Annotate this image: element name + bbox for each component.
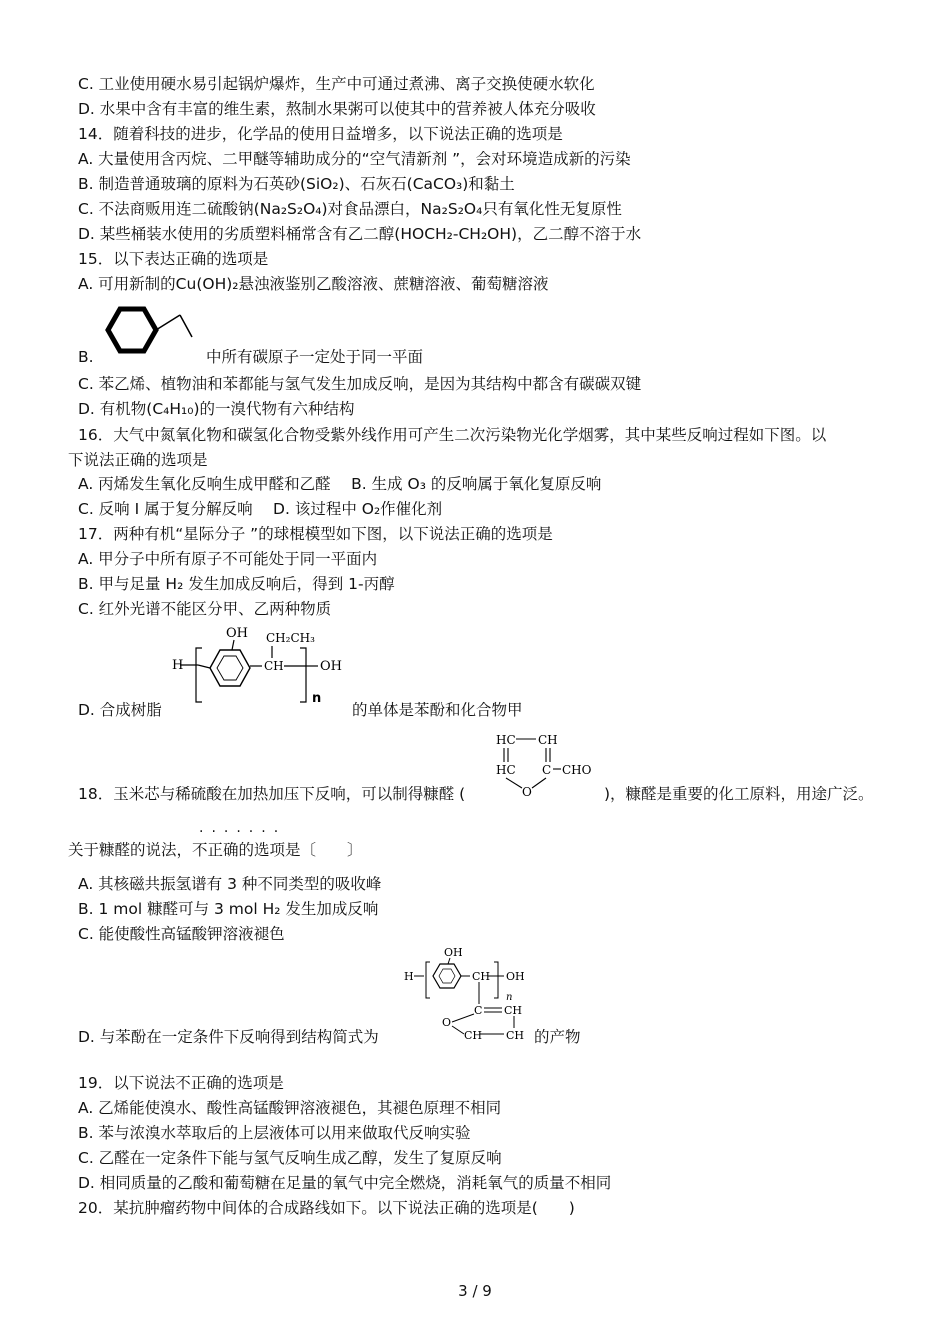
- pfr-h-label: H: [404, 970, 414, 983]
- q15-stem: 15．以下表达正确的选项是: [78, 250, 269, 268]
- q17-stem: 17．两种有机“星际分子 ”的球棍模型如下图，以下说法正确的选项是: [78, 525, 553, 543]
- q16-options-ab: A. 丙烯发生氧化反响生成甲醛和乙醛 B. 生成 O₃ 的反响属于氧化复原反响: [78, 475, 602, 493]
- resin-n-label: n: [312, 691, 322, 706]
- pfr-ch-right-label: CH: [504, 1004, 523, 1017]
- pfr-ch-label: CH: [472, 970, 491, 983]
- q15-option-b-label: B.: [78, 348, 94, 366]
- q18-stem-part1: 18．玉米芯与稀硫酸在加热加压下反响，可以制得糠醛 (: [78, 785, 466, 803]
- q14-option-c: C. 不法商贩用连二硫酸钠(Na₂S₂O₄)对食品漂白，Na₂S₂O₄只有氧化性无复原性: [78, 200, 622, 218]
- pfr-ch-bottom-left-label: CH: [464, 1029, 483, 1042]
- page-number: 3 / 9: [458, 1282, 492, 1300]
- q18-option-c: C. 能使酸性高锰酸钾溶液褪色: [78, 925, 285, 943]
- phenol-furfural-resin-structure: [402, 944, 532, 1044]
- resin-oh-label: OH: [226, 626, 248, 641]
- emphasis-dots: ·······: [199, 824, 287, 840]
- q19-option-d: D. 相同质量的乙酸和葡萄糖在足量的氧气中完全燃烧，消耗氧气的质量不相同: [78, 1174, 612, 1192]
- q16-options-cd: C. 反响 I 属于复分解反响 D. 该过程中 O₂作催化剂: [78, 500, 443, 518]
- toluene-structure: [100, 301, 200, 361]
- furfural-hc-bottom-label: HC: [496, 763, 516, 777]
- q19-option-a: A. 乙烯能使溴水、酸性高锰酸钾溶液褪色，其褪色原理不相同: [78, 1099, 502, 1117]
- furfural-structure: [494, 724, 598, 800]
- resin-end-oh-label: OH: [320, 659, 342, 674]
- q18-option-d-text: 的产物: [534, 1028, 581, 1046]
- q13-option-d: D. 水果中含有丰富的维生素，熬制水果粥可以使其中的营养被人体充分吸收: [78, 100, 596, 118]
- q14-option-d: D. 某些桶装水使用的劣质塑料桶常含有乙二醇(HOCH₂-CH₂OH)，乙二醇不溶于水: [78, 225, 642, 243]
- resin-h-label: H: [172, 658, 184, 673]
- q15-option-c: C. 苯乙烯、植物油和苯都能与氢气发生加成反响，是因为其结构中都含有碳碳双键: [78, 375, 642, 393]
- pfr-o-label: O: [442, 1016, 452, 1029]
- pfr-ch-bottom-right-label: CH: [506, 1029, 525, 1042]
- furfural-cho-label: CHO: [562, 763, 592, 777]
- furfural-c-label: C: [542, 763, 552, 777]
- q18-option-a: A. 其核磁共振氢谱有 3 种不同类型的吸收峰: [78, 875, 382, 893]
- q15-option-d: D. 有机物(C₄H₁₀)的一溴代物有六种结构: [78, 400, 355, 418]
- q17-option-b: B. 甲与足量 H₂ 发生加成反响后，得到 1-丙醇: [78, 575, 395, 593]
- q13-option-c: C. 工业使用硬水易引起锅炉爆炸，生产中可通过煮沸、离子交换使硬水软化: [78, 75, 595, 93]
- q17-option-a: A. 甲分子中所有原子不可能处于同一平面内: [78, 550, 378, 568]
- q16-stem-line2: 下说法正确的选项是: [68, 451, 208, 469]
- q18-stem-line2: 关于糠醛的说法，不正确的选项是〔 〕: [68, 841, 363, 859]
- q17-option-d-text: 的单体是苯酚和化合物甲: [352, 701, 523, 719]
- q15-option-b-text: 中所有碳原子一定处于同一平面: [206, 348, 424, 366]
- q20-stem: 20．某抗肿瘤药物中间体的合成路线如下。以下说法正确的选项是( ): [78, 1199, 575, 1217]
- pfr-end-oh-label: OH: [506, 970, 525, 983]
- q14-stem: 14．随着科技的进步，化学品的使用日益增多，以下说法正确的选项是: [78, 125, 563, 143]
- q18-option-b: B. 1 mol 糠醛可与 3 mol H₂ 发生加成反响: [78, 900, 379, 918]
- q17-option-c: C. 红外光谱不能区分甲、乙两种物质: [78, 600, 332, 618]
- q19-option-b: B. 苯与浓溴水萃取后的上层液体可以用来做取代反响实验: [78, 1124, 471, 1142]
- pfr-n-label: n: [506, 992, 513, 1003]
- resin-structure: [168, 622, 350, 714]
- q16-stem-line1: 16．大气中氮氧化物和碳氢化合物受紫外线作用可产生二次污染物光化学烟雾，其中某些反响过程如下图。以: [78, 426, 827, 444]
- resin-ethyl-label: CH₂CH₃: [266, 631, 315, 645]
- pfr-oh-label: OH: [444, 946, 463, 959]
- pfr-c-label: C: [474, 1004, 483, 1017]
- furfural-hc-top-label: HC: [496, 733, 516, 747]
- q18-option-d-label: D. 与苯酚在一定条件下反响得到结构简式为: [78, 1028, 379, 1046]
- q15-option-a: A. 可用新制的Cu(OH)₂悬浊液鉴别乙酸溶液、蔗糖溶液、葡萄糖溶液: [78, 275, 549, 293]
- resin-ch-label: CH: [264, 659, 284, 673]
- q19-stem: 19．以下说法不正确的选项是: [78, 1074, 284, 1092]
- furfural-o-label: O: [522, 785, 532, 799]
- q14-option-b: B. 制造普通玻璃的原料为石英砂(SiO₂)、石灰石(CaCO₃)和黏土: [78, 175, 515, 193]
- furfural-ch-top-label: CH: [538, 733, 558, 747]
- q17-option-d-label: D. 合成树脂: [78, 701, 162, 719]
- q19-option-c: C. 乙醛在一定条件下能与氢气反响生成乙醇，发生了复原反响: [78, 1149, 502, 1167]
- q18-stem-part2: )，糠醛是重要的化工原料，用途广泛。: [604, 785, 874, 803]
- q14-option-a: A. 大量使用含丙烷、二甲醚等辅助成分的“空气清新剂 ”，会对环境造成新的污染: [78, 150, 631, 168]
